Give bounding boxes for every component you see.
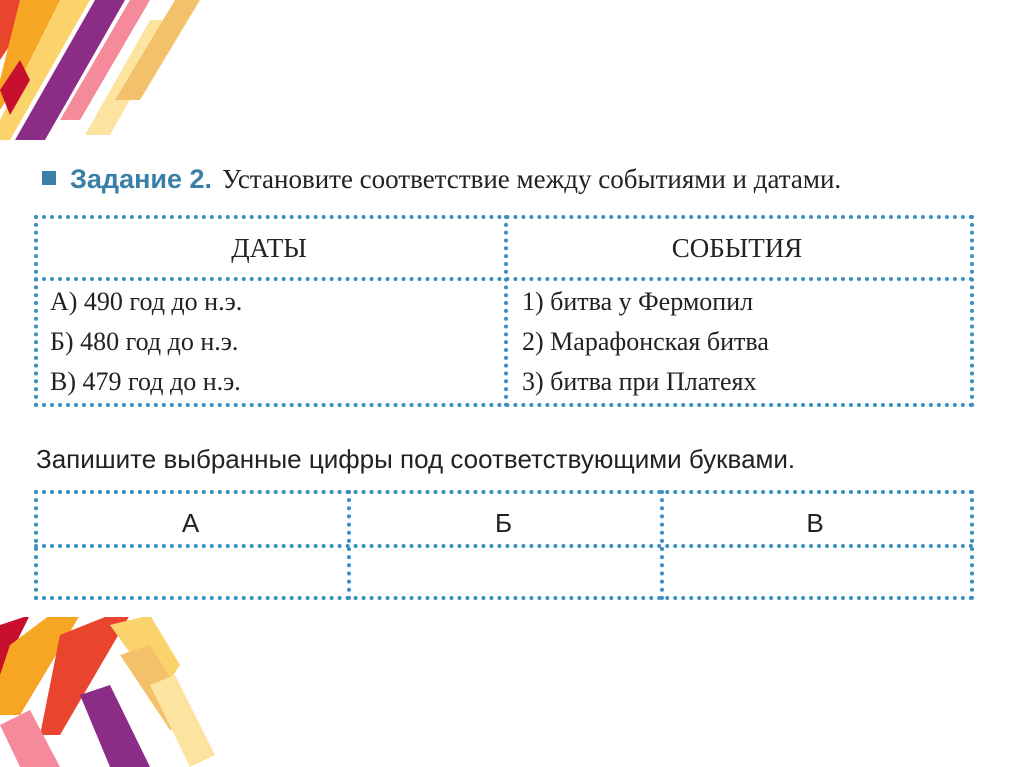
answer-cell-b[interactable] [351,548,660,596]
square-bullet-icon [42,171,56,185]
table-border-right [970,215,974,407]
dates-header: ДАТЫ [231,233,307,263]
event-item-3: 3) битва при Платеях [522,367,757,396]
answer-border-bottom [34,596,974,600]
event-item-1: 1) битва у Фермопил [522,287,754,316]
answer-letter-v: В [806,508,824,538]
decorative-stripes-bottom [0,615,220,767]
answer-letter-a: А [181,508,200,538]
answer-letter-b: Б [494,508,513,538]
answer-cell-a[interactable] [38,548,347,596]
answer-border-right [970,490,974,600]
answer-cell-v[interactable] [664,548,970,596]
answer-border-top [34,490,974,494]
instruction-text: Запишите выбранные цифры под соответствующими буквами. [36,444,796,474]
task-heading [42,164,841,195]
date-item-b: Б) 480 год до н.э. [50,327,239,356]
matching-table [34,215,974,407]
answer-table [34,490,974,600]
decorative-stripes-top [0,0,220,150]
task-label: Задание 2. [70,164,213,194]
events-header: СОБЫТИЯ [671,233,803,263]
task-text: Установите соответствие между событиями и датами. [222,164,842,194]
date-item-v: В) 479 год до н.э. [50,367,241,396]
date-item-a: А) 490 год до н.э. [50,287,243,316]
worksheet-card [12,142,1012,617]
event-item-2: 2) Марафонская битва [522,327,769,356]
